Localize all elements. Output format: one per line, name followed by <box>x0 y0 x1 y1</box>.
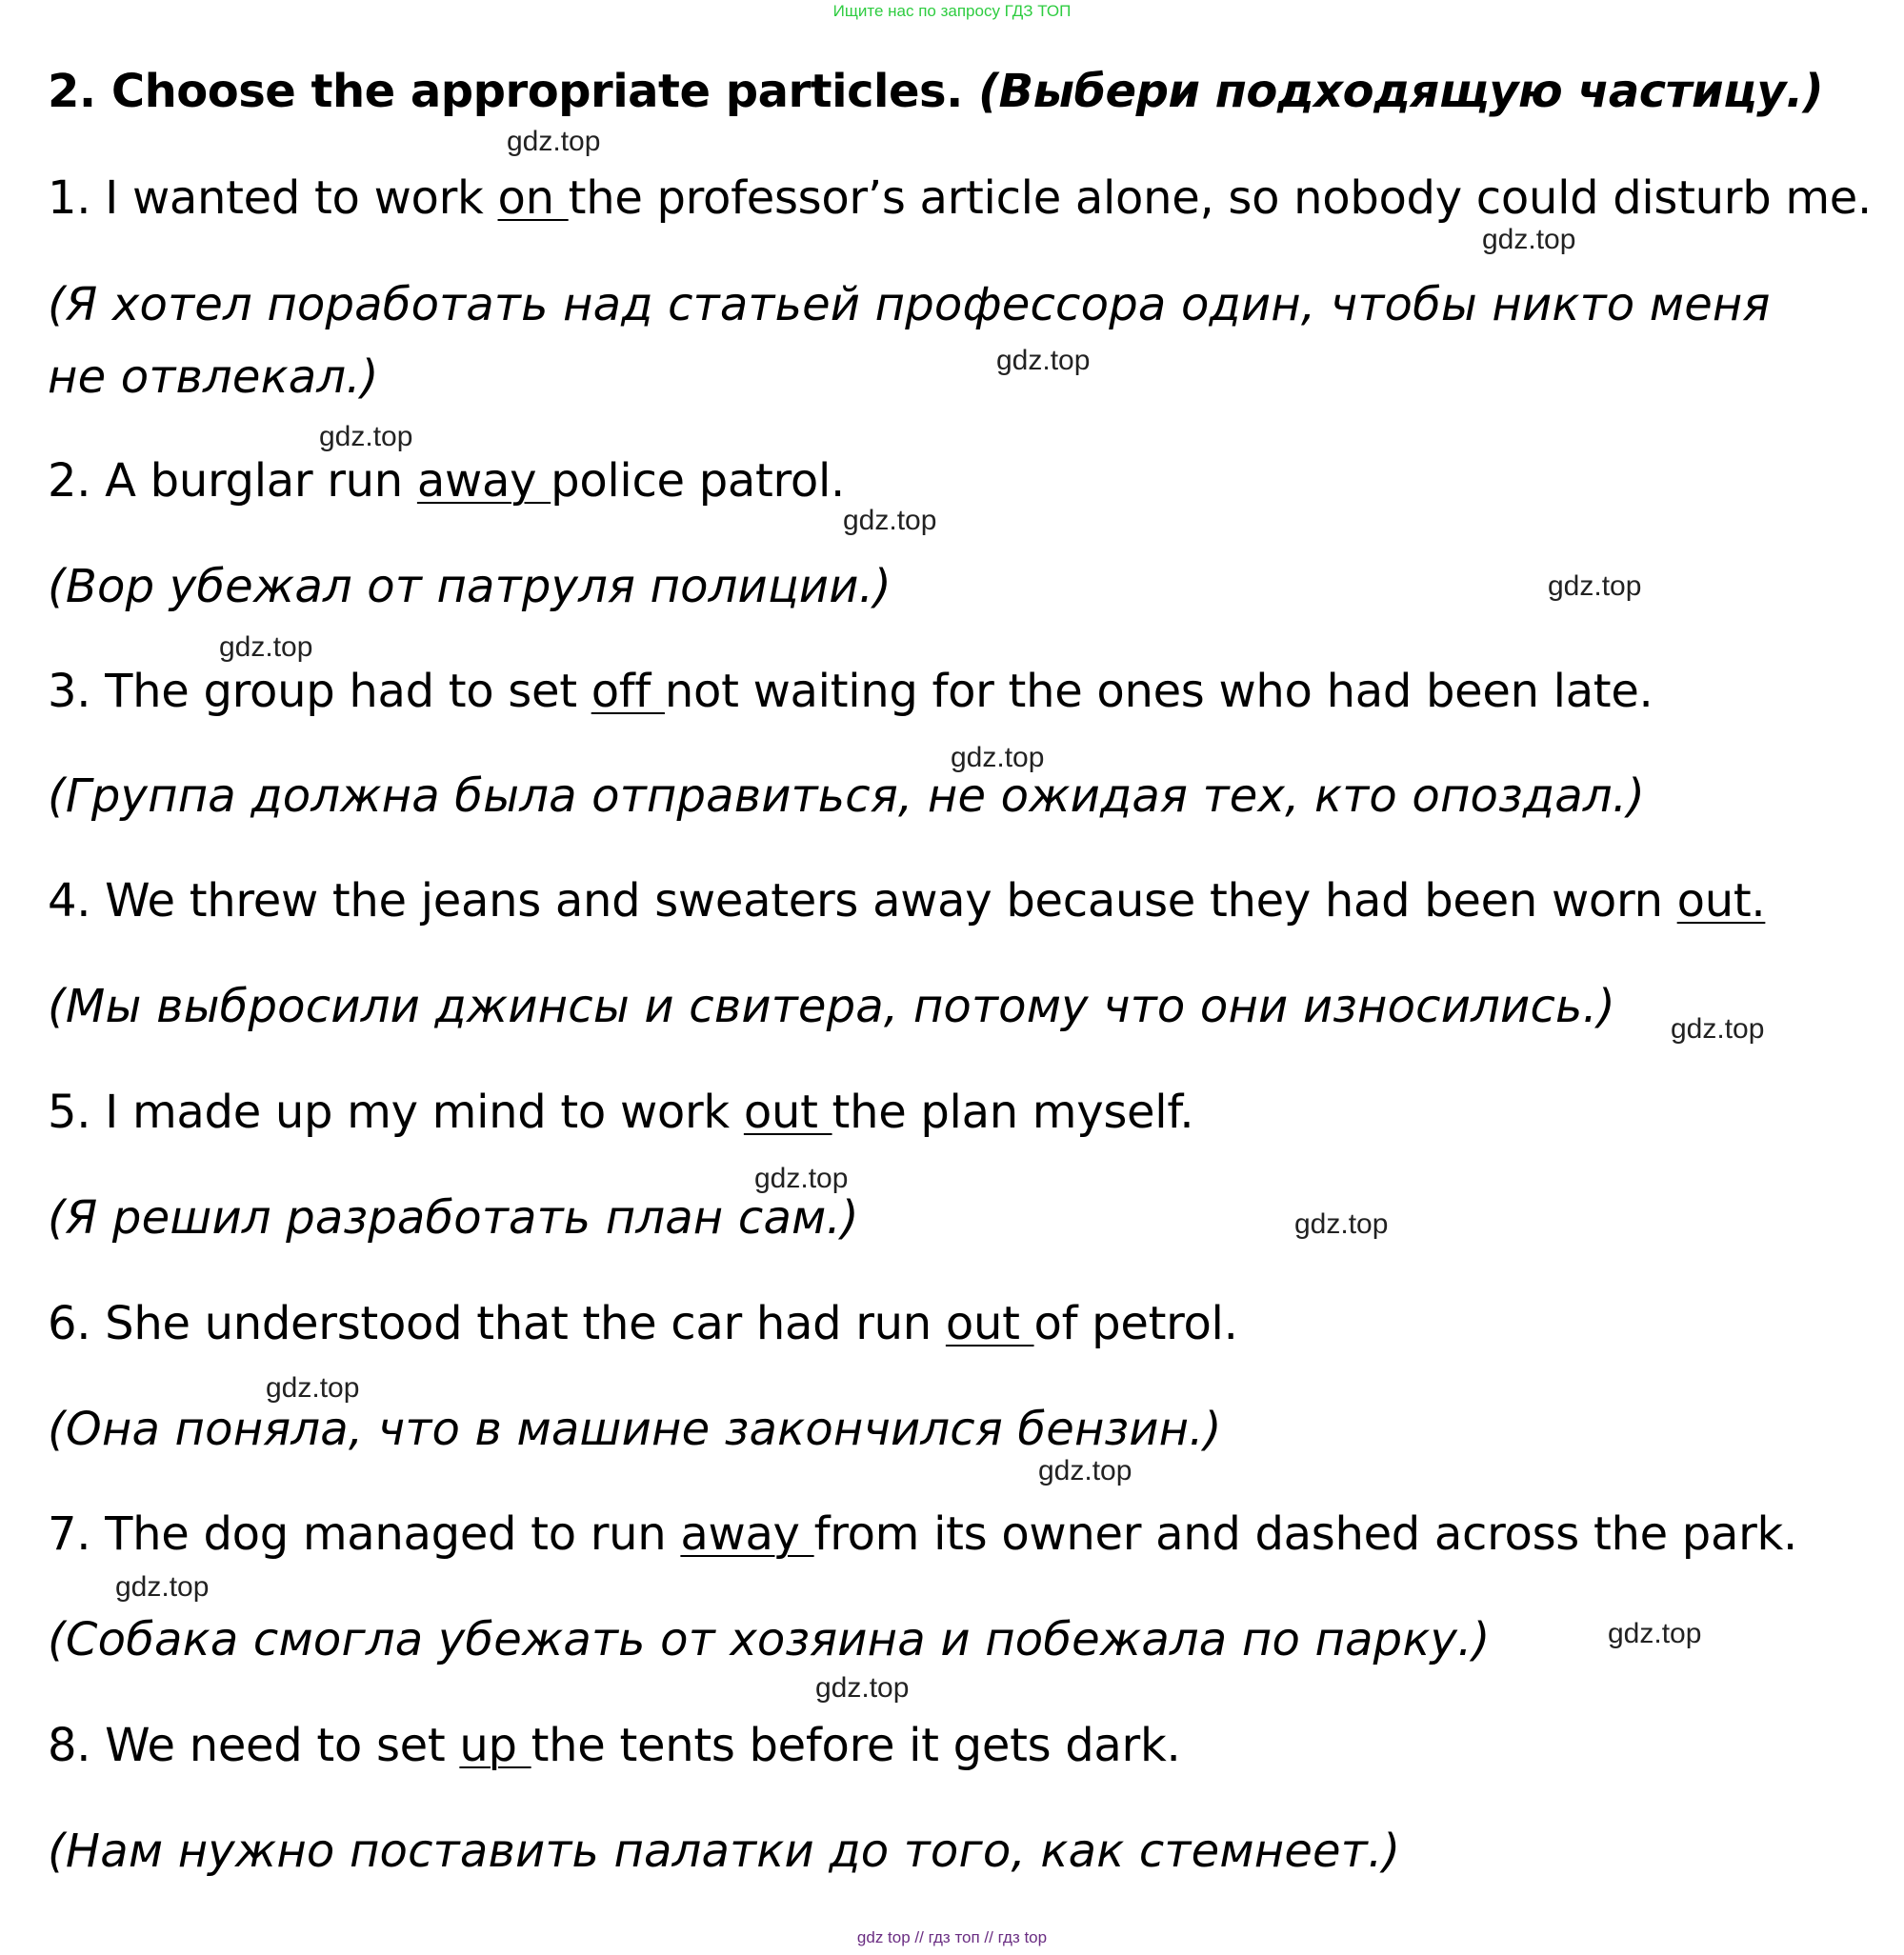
sentence-1-after: the professor’s article alone, so nobody could disturb me. <box>568 171 1872 225</box>
translation-7: (Собака смогла убежать от хозяина и побежала по парку.) <box>48 1613 1491 1666</box>
watermark: gdz.top <box>219 631 313 663</box>
translation-1-line-1: (Я хотел поработать над статьей профессора один, чтобы никто меня <box>48 278 1771 331</box>
answer-particle-5: out <box>743 1086 832 1139</box>
translation-4: (Мы выбросили джинсы и свитера, потому что они износились.) <box>48 980 1615 1033</box>
watermark: gdz.top <box>115 1571 210 1603</box>
watermark: gdz.top <box>1671 1013 1765 1045</box>
title-translation: (Выбери подходящую частицу.) <box>978 65 1824 118</box>
sentence-6-before: 6. She understood that the car had run <box>48 1297 946 1350</box>
sentence-3-after: not waiting for the ones who had been late. <box>664 665 1653 718</box>
answer-particle-7: away <box>680 1507 814 1561</box>
watermark: gdz.top <box>1294 1208 1389 1240</box>
sentence-2 <box>48 454 845 508</box>
answer-particle-1: on <box>497 171 569 225</box>
answer-particle-8: up <box>459 1719 531 1772</box>
watermark: gdz.top <box>815 1672 910 1704</box>
answer-particle-2: away <box>416 454 551 508</box>
sentence-1 <box>48 171 1872 225</box>
title-main: 2. Choose the appropriate particles. <box>48 65 963 118</box>
watermark: gdz.top <box>1548 570 1642 602</box>
answer-particle-4: out. <box>1676 874 1766 928</box>
sentence-8-before: 8. We need to set <box>48 1719 460 1772</box>
sentence-2-before: 2. A burglar run <box>48 454 417 508</box>
watermark: gdz.top <box>1608 1618 1702 1649</box>
watermark: gdz.top <box>507 126 601 157</box>
footer: gdz top // гдз топ // гдз top <box>856 1928 1048 1946</box>
watermark: gdz.top <box>951 742 1045 773</box>
watermark: gdz.top <box>266 1372 360 1404</box>
translation-2: (Вор убежал от патруля полиции.) <box>48 560 892 613</box>
translation-6: (Она поняла, что в машине закончился бензин.) <box>48 1403 1222 1456</box>
watermark: gdz.top <box>996 345 1091 376</box>
watermark: gdz.top <box>319 421 413 452</box>
sentence-6 <box>48 1297 1238 1350</box>
watermark: gdz.top <box>843 505 937 536</box>
sentence-3-before: 3. The group had to set <box>48 665 591 718</box>
sentence-5 <box>48 1086 1193 1139</box>
translation-5: (Я решил разработать план сам.) <box>48 1191 859 1245</box>
translation-1-line-2: не отвлекал.) <box>48 350 379 404</box>
answer-particle-6: out <box>945 1297 1034 1350</box>
sentence-5-after: the plan myself. <box>832 1086 1194 1139</box>
answer-particle-3: off <box>591 665 665 718</box>
sentence-7-after: from its owner and dashed across the park. <box>813 1507 1797 1561</box>
sentence-4-before: 4. We threw the jeans and sweaters away because they had been worn <box>48 874 1677 928</box>
sentence-6-after: of petrol. <box>1033 1297 1238 1350</box>
sentence-7 <box>48 1507 1797 1561</box>
translation-8: (Нам нужно поставить палатки до того, как стемнеет.) <box>48 1825 1401 1878</box>
translation-3: (Группа должна была отправиться, не ожидая тех, кто опоздал.) <box>48 769 1646 823</box>
sentence-3 <box>48 665 1653 718</box>
sentence-8-after: the tents before it gets dark. <box>531 1719 1181 1772</box>
watermark: gdz.top <box>1482 224 1576 255</box>
sentence-1-before: 1. I wanted to work <box>48 171 498 225</box>
watermark: gdz.top <box>754 1163 849 1194</box>
sentence-2-after: police patrol. <box>551 454 845 508</box>
top-banner: Ищите нас по запросу ГДЗ ТОП <box>832 2 1072 20</box>
sentence-5-before: 5. I made up my mind to work <box>48 1086 744 1139</box>
sentence-4 <box>48 874 1765 928</box>
exercise-title <box>48 65 1823 118</box>
watermark: gdz.top <box>1038 1455 1132 1486</box>
sentence-7-before: 7. The dog managed to run <box>48 1507 681 1561</box>
sentence-8 <box>48 1719 1180 1772</box>
